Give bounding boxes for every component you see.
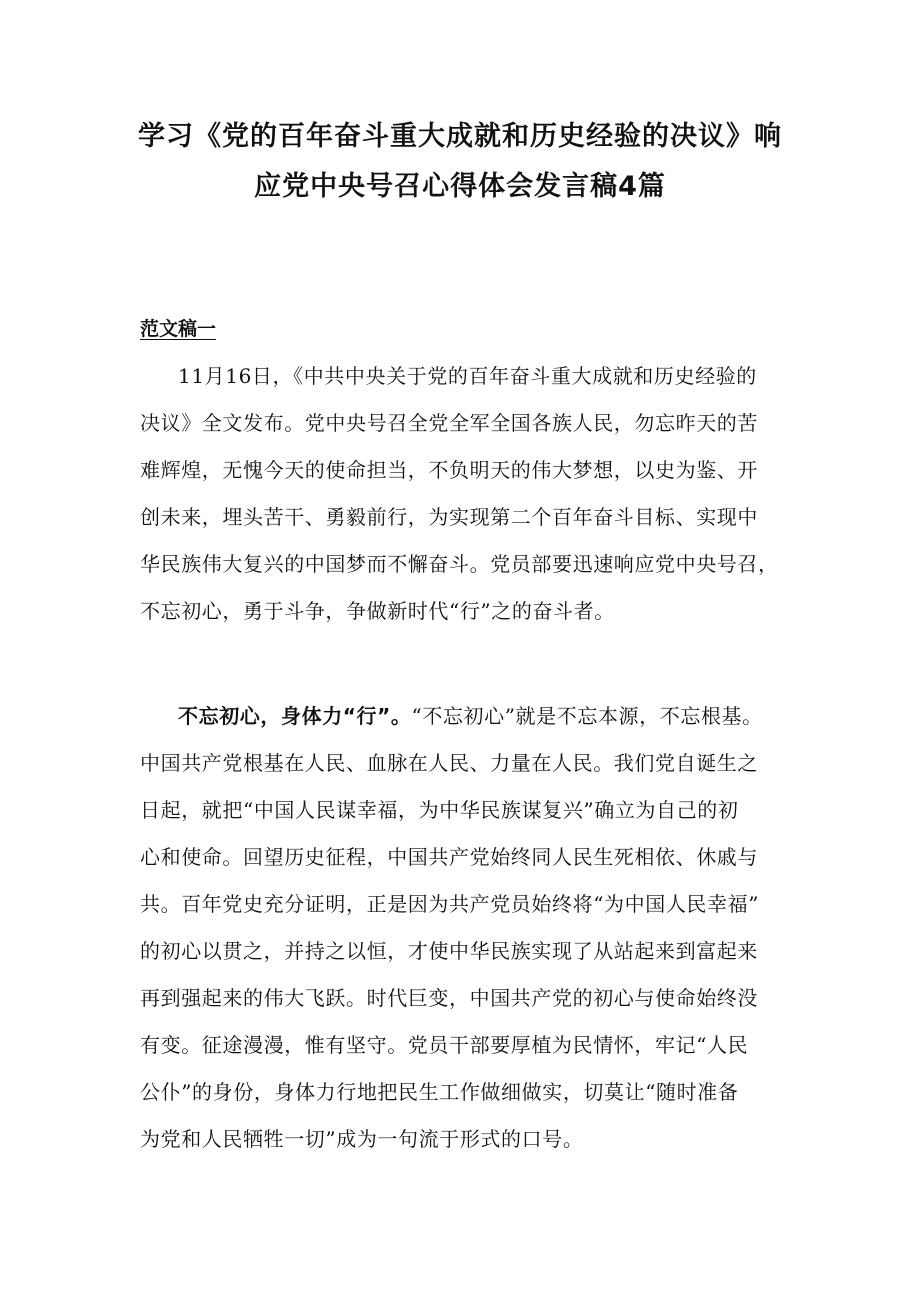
- title-line-1: 学习《党的百年奋斗重大成就和历史经验的决议》响: [138, 121, 782, 152]
- paragraph-line: 心和使命。回望历史征程，中国共产党始终同人民生死相依、休戚与: [140, 845, 758, 869]
- paragraph-line: 为党和人民牺牲一切”成为一句流于形式的口号。: [140, 1127, 584, 1151]
- title-line-2: 应党中央号召心得体会发言稿4篇: [254, 171, 666, 202]
- paragraph-line: 公仆”的身份，身体力行地把民生工作做细做实，切莫让“随时准备: [140, 1080, 739, 1104]
- paragraph-line: 11月16日，《中共中央关于党的百年奋斗重大成就和历史经验的: [178, 364, 757, 388]
- section-heading: 范文稿一: [140, 318, 217, 340]
- paragraph-line: 中国共产党根基在人民、血脉在人民、力量在人民。我们党自诞生之: [140, 751, 758, 775]
- paragraph-line: 决议》全文发布。党中央号召全党全军全国各族人民，勿忘昨天的苦: [140, 411, 758, 435]
- paragraph-line: 的初心以贯之，并持之以恒，才使中华民族实现了从站起来到富起来: [140, 939, 758, 963]
- paragraph-line: 日起，就把“中国人民谋幸福，为中华民族谋复兴”确立为自己的初: [140, 798, 739, 822]
- paragraph-line: 不忘初心，勇于斗争，争做新时代“行”之的奋斗者。: [140, 599, 615, 623]
- paragraph-line: 共。百年党史充分证明，正是因为共产党员始终将“为中国人民幸福”: [140, 892, 760, 916]
- paragraph-line: 创未来，埋头苦干、勇毅前行，为实现第二个百年奋斗目标、实现中: [140, 505, 758, 529]
- paragraph-line: 华民族伟大复兴的中国梦而不懈奋斗。党员部要迅速响应党中央号召，: [140, 552, 779, 576]
- paragraph-line: 再到强起来的伟大飞跃。时代巨变，中国共产党的初心与使命始终没: [140, 986, 758, 1010]
- paragraph-line: 有变。征途漫漫，惟有坚守。党员干部要厚植为民情怀，牢记“人民: [140, 1033, 749, 1057]
- paragraph-2: [140, 693, 784, 1163]
- paragraph-lead-rest: “不忘初心”就是不忘本源，不忘根基。: [411, 704, 763, 728]
- paragraph-1: [140, 353, 784, 635]
- paragraph-line: 难辉煌，无愧今天的使命担当，不负明天的伟大梦想，以史为鉴、开: [140, 458, 758, 482]
- paragraph-lead-heading: 不忘初心，身体力“行”。: [178, 704, 412, 728]
- paragraph-first-line: [140, 693, 784, 740]
- document-title: [130, 112, 790, 212]
